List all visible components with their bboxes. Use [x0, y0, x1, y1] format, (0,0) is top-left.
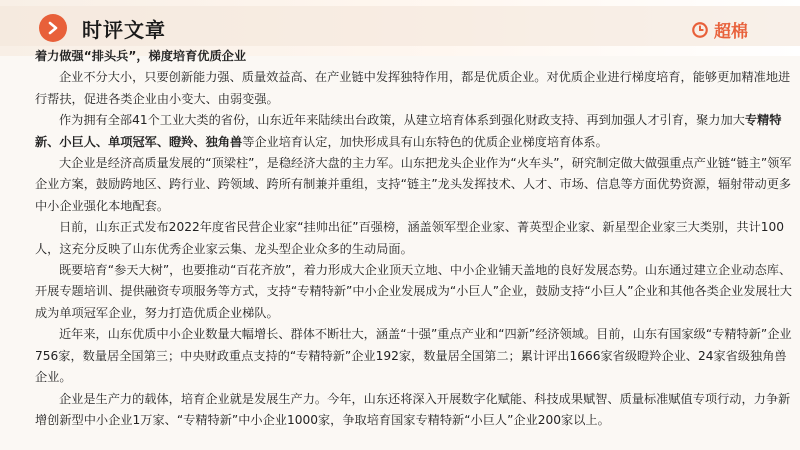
logo-text: 超棉: [714, 22, 748, 42]
paragraph-5: 既要培育“参天大树”，也要推动“百花齐放”，着力形成大企业顶天立地、中小企业铺天盖地的良好发展态势。山东通过建立企业动态库、开展专题培训、提供融资专项服务等方式，支持“专精特新”中小企业发展成为“小巨人”企业，鼓励支持“小巨人”企业和其他各类企业发展壮大成为单项冠军企业，努力打造优质企业梯队。: [35, 263, 792, 320]
paragraph-4: 日前，山东正式发布2022年度省民营企业家“挂帅出征”百强榜，涵盖领军型企业家、菁英型企业家、新星型企业家三大类别，共计100人，这充分反映了山东优秀企业家云集、龙头型企业众多的生动局面。: [35, 220, 785, 256]
paragraph-2-bold: 专精特新、小巨人、单项冠军、瞪羚、独角兽: [35, 113, 782, 149]
paragraph-2-text-b: 等企业培育认定，加快形成具有山东特色的优质企业梯度培育体系。: [242, 134, 608, 149]
brand-logo: [691, 17, 748, 42]
paragraph-7: 企业是生产力的载体，培育企业就是发展生产力。今年，山东还将深入开展数字化赋能、科技成果赋智、质量标准赋值专项行动，力争新增创新型中小企业1万家、“专精特新”中小企业1000家，争取培育国家专精特新“小巨人”企业200家以上。: [35, 391, 791, 427]
paragraph-1: 企业不分大小，只要创新能力强、质量效益高、在产业链中发挥独特作用，都是优质企业。对优质企业进行梯度培育，能够更加精准地进行帮扶，促进各类企业由小变大、由弱变强。: [35, 70, 791, 106]
article-heading: 着力做强“排头兵”，梯度培育优质企业: [35, 49, 247, 63]
logo-mark-icon: [691, 21, 709, 39]
paragraph-2-text-a: 作为拥有全部41个工业大类的省份，山东近年来陆续出台政策，从建立培育体系到强化财政支持、再到加强人才引育，聚力加大: [59, 113, 745, 128]
chevron-right-icon[interactable]: [39, 14, 67, 42]
paragraph-6: 近年来，山东优质中小企业数量大幅增长、群体不断壮大，涵盖“十强”重点产业和“四新”经济领域。目前，山东有国家级“专精特新”企业756家，数量居全国第三；中央财政重点支持的“专精特新”企业192家，数量居全国第二；累计评出1666家省级瞪羚企业、24家省级独角兽企业。: [35, 327, 792, 385]
article-body: [35, 46, 792, 431]
paragraph-2: [35, 110, 792, 153]
page-title: 时评文章: [82, 18, 166, 42]
paragraph-3: 大企业是经济高质量发展的“顶梁柱”，是稳经济大盘的主力军。山东把龙头企业作为“火车头”，研究制定做大做强重点产业链“链主”领军企业方案，鼓励跨地区、跨行业、跨领域、跨所有制兼并重组，支持“链主”龙头发挥技术、人才、市场、信息等方面优势资源，辐射带动更多中小企业强化本地配套。: [35, 156, 792, 213]
